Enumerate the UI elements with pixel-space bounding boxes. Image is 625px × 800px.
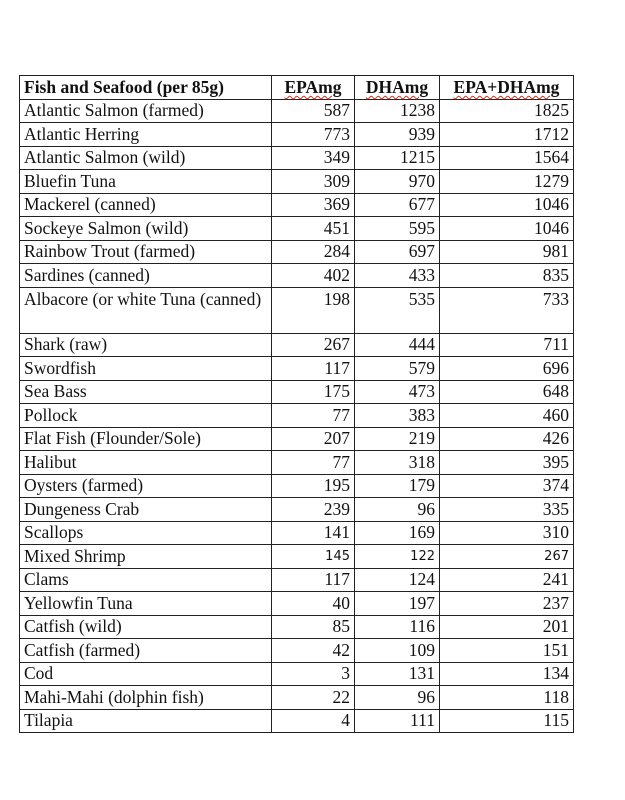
- cell-dha: 318: [355, 451, 440, 475]
- cell-dha: 1215: [355, 146, 440, 170]
- cell-total: 835: [440, 264, 574, 288]
- cell-total: 1564: [440, 146, 574, 170]
- cell-name: Pollock: [20, 404, 272, 428]
- header-fish: Fish and Seafood (per 85g): [20, 76, 272, 100]
- cell-epa: 141: [272, 521, 355, 545]
- table-row: [20, 240, 574, 264]
- table-row: [20, 592, 574, 616]
- cell-epa: 195: [272, 474, 355, 498]
- cell-name: Shark (raw): [20, 333, 272, 357]
- cell-epa: 773: [272, 123, 355, 147]
- cell-name: Atlantic Salmon (wild): [20, 146, 272, 170]
- cell-dha: 444: [355, 333, 440, 357]
- table-row: [20, 639, 574, 663]
- cell-dha: 169: [355, 521, 440, 545]
- cell-name: Flat Fish (Flounder/Sole): [20, 427, 272, 451]
- table-row: [20, 427, 574, 451]
- cell-dha: 939: [355, 123, 440, 147]
- cell-name: Cod: [20, 662, 272, 686]
- cell-epa: 207: [272, 427, 355, 451]
- cell-dha: 535: [355, 287, 440, 333]
- cell-epa: 175: [272, 380, 355, 404]
- cell-epa: 42: [272, 639, 355, 663]
- cell-name: Scallops: [20, 521, 272, 545]
- cell-total: 151: [440, 639, 574, 663]
- cell-total: 1046: [440, 217, 574, 241]
- cell-dha: 197: [355, 592, 440, 616]
- table-row: [20, 287, 574, 333]
- cell-epa: 284: [272, 240, 355, 264]
- cell-total: 335: [440, 498, 574, 522]
- header-epa-label: EPAmg: [284, 76, 342, 97]
- table-row: [20, 498, 574, 522]
- header-epa: [272, 76, 355, 100]
- cell-epa: 451: [272, 217, 355, 241]
- cell-total: 374: [440, 474, 574, 498]
- table-row: [20, 333, 574, 357]
- table-row: [20, 521, 574, 545]
- cell-epa: 369: [272, 193, 355, 217]
- cell-total: 134: [440, 662, 574, 686]
- cell-dha: 1238: [355, 99, 440, 123]
- table-row: [20, 123, 574, 147]
- cell-epa: 145: [272, 545, 355, 569]
- cell-total: 460: [440, 404, 574, 428]
- cell-total: 118: [440, 686, 574, 710]
- table-row: [20, 170, 574, 194]
- cell-total: 267: [440, 545, 574, 569]
- cell-dha: 970: [355, 170, 440, 194]
- table-row: [20, 615, 574, 639]
- table-row: [20, 146, 574, 170]
- cell-epa: 77: [272, 404, 355, 428]
- table-row: [20, 474, 574, 498]
- cell-dha: 109: [355, 639, 440, 663]
- cell-epa: 40: [272, 592, 355, 616]
- cell-name: Clams: [20, 568, 272, 592]
- cell-total: 696: [440, 357, 574, 381]
- cell-name: Albacore (or white Tuna (canned): [20, 287, 272, 333]
- header-total: [440, 76, 574, 100]
- cell-name: Mackerel (canned): [20, 193, 272, 217]
- cell-name: Catfish (farmed): [20, 639, 272, 663]
- cell-epa: 117: [272, 568, 355, 592]
- cell-epa: 3: [272, 662, 355, 686]
- cell-total: 1046: [440, 193, 574, 217]
- cell-dha: 124: [355, 568, 440, 592]
- cell-total: 981: [440, 240, 574, 264]
- cell-epa: 77: [272, 451, 355, 475]
- omega3-table: [19, 75, 574, 733]
- table-row: [20, 264, 574, 288]
- cell-name: Atlantic Herring: [20, 123, 272, 147]
- cell-name: Swordfish: [20, 357, 272, 381]
- cell-epa: 267: [272, 333, 355, 357]
- header-row: [20, 76, 574, 100]
- cell-total: 201: [440, 615, 574, 639]
- cell-dha: 122: [355, 545, 440, 569]
- cell-total: 426: [440, 427, 574, 451]
- cell-epa: 85: [272, 615, 355, 639]
- cell-epa: 198: [272, 287, 355, 333]
- cell-total: 733: [440, 287, 574, 333]
- cell-name: Mixed Shrimp: [20, 545, 272, 569]
- cell-name: Halibut: [20, 451, 272, 475]
- table-row: [20, 451, 574, 475]
- cell-total: 241: [440, 568, 574, 592]
- cell-total: 310: [440, 521, 574, 545]
- cell-epa: 22: [272, 686, 355, 710]
- cell-name: Rainbow Trout (farmed): [20, 240, 272, 264]
- cell-dha: 473: [355, 380, 440, 404]
- cell-epa: 117: [272, 357, 355, 381]
- cell-dha: 131: [355, 662, 440, 686]
- cell-dha: 96: [355, 498, 440, 522]
- cell-name: Sardines (canned): [20, 264, 272, 288]
- table-row: [20, 99, 574, 123]
- cell-dha: 111: [355, 709, 440, 733]
- cell-dha: 697: [355, 240, 440, 264]
- table-row: [20, 217, 574, 241]
- cell-dha: 595: [355, 217, 440, 241]
- cell-epa: 402: [272, 264, 355, 288]
- cell-total: 395: [440, 451, 574, 475]
- cell-total: 648: [440, 380, 574, 404]
- cell-epa: 349: [272, 146, 355, 170]
- header-dha-label: DHAmg: [365, 76, 429, 97]
- cell-name: Atlantic Salmon (farmed): [20, 99, 272, 123]
- cell-name: Oysters (farmed): [20, 474, 272, 498]
- cell-dha: 579: [355, 357, 440, 381]
- cell-name: Catfish (wild): [20, 615, 272, 639]
- cell-dha: 96: [355, 686, 440, 710]
- cell-name: Bluefin Tuna: [20, 170, 272, 194]
- table-row: [20, 662, 574, 686]
- cell-name: Tilapia: [20, 709, 272, 733]
- cell-total: 115: [440, 709, 574, 733]
- table-row: [20, 193, 574, 217]
- cell-epa: 587: [272, 99, 355, 123]
- header-total-label: EPA+DHAmg: [453, 76, 560, 97]
- cell-total: 1825: [440, 99, 574, 123]
- table-row: [20, 686, 574, 710]
- cell-epa: 4: [272, 709, 355, 733]
- table-row: [20, 568, 574, 592]
- cell-name: Yellowfin Tuna: [20, 592, 272, 616]
- cell-total: 1279: [440, 170, 574, 194]
- cell-name: Mahi-Mahi (dolphin fish): [20, 686, 272, 710]
- table-row: [20, 545, 574, 569]
- cell-dha: 116: [355, 615, 440, 639]
- table-row: [20, 357, 574, 381]
- cell-epa: 309: [272, 170, 355, 194]
- cell-total: 1712: [440, 123, 574, 147]
- cell-dha: 383: [355, 404, 440, 428]
- table-row: [20, 380, 574, 404]
- cell-dha: 677: [355, 193, 440, 217]
- header-dha: [355, 76, 440, 100]
- cell-dha: 433: [355, 264, 440, 288]
- cell-dha: 179: [355, 474, 440, 498]
- cell-name: Sockeye Salmon (wild): [20, 217, 272, 241]
- cell-name: Sea Bass: [20, 380, 272, 404]
- cell-total: 711: [440, 333, 574, 357]
- cell-dha: 219: [355, 427, 440, 451]
- table-row: [20, 709, 574, 733]
- cell-epa: 239: [272, 498, 355, 522]
- cell-total: 237: [440, 592, 574, 616]
- cell-name: Dungeness Crab: [20, 498, 272, 522]
- table-row: [20, 404, 574, 428]
